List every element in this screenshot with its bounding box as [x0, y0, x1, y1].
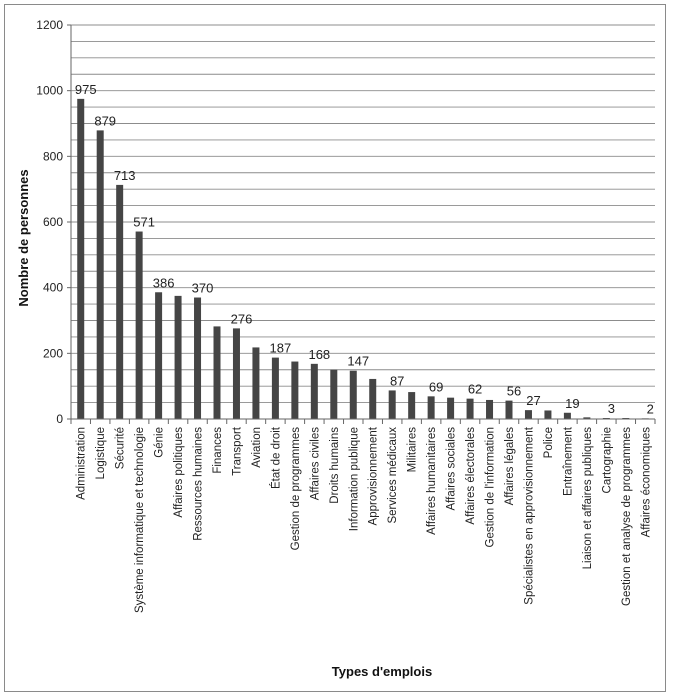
- bars: [77, 99, 649, 419]
- bar: [136, 232, 143, 419]
- data-label: 3: [607, 401, 615, 417]
- data-label: 69: [428, 379, 444, 395]
- data-label: 62: [467, 381, 483, 397]
- x-axis-title: Types d'emplois: [331, 664, 433, 679]
- bar: [350, 371, 357, 419]
- bar: [506, 401, 513, 419]
- bar: [116, 185, 123, 419]
- bar: [389, 390, 396, 419]
- x-tick-label: Entraînement: [562, 427, 575, 497]
- y-tick-label: 1200: [36, 18, 63, 32]
- x-tick-label: Services médicaux: [387, 427, 400, 524]
- bar: [311, 364, 318, 419]
- bar: [97, 130, 104, 419]
- data-label: 571: [133, 214, 155, 230]
- x-tick-label: Affaires civiles: [309, 427, 322, 501]
- bar: [447, 398, 454, 419]
- x-tick-label: Information publique: [348, 427, 361, 532]
- y-tick-label: 600: [42, 215, 63, 229]
- bar: [214, 326, 221, 419]
- data-label: 187: [269, 340, 292, 356]
- bar: [77, 99, 84, 419]
- bar: [564, 413, 571, 419]
- bar: [369, 379, 376, 419]
- x-tick-label: Administration: [75, 427, 88, 500]
- y-tick-label: 0: [56, 412, 63, 426]
- bar: [252, 347, 259, 419]
- x-tick-label: Finances: [212, 427, 224, 474]
- x-tick-label: Gestion et analyse de programmes: [620, 427, 633, 606]
- data-label: 276: [230, 311, 253, 327]
- data-label: 56: [506, 383, 522, 399]
- x-tick-label: État de droit: [270, 427, 283, 490]
- bar: [233, 328, 240, 419]
- data-label: 87: [389, 373, 405, 389]
- data-label: 168: [308, 346, 331, 362]
- bar: [272, 358, 279, 419]
- x-tick-label: Affaires légales: [504, 427, 516, 506]
- data-label: 370: [191, 280, 214, 296]
- y-tick-label: 400: [42, 280, 63, 295]
- bar: [486, 400, 493, 419]
- x-tick-label: Militaires: [406, 427, 419, 473]
- x-tick-label: Transport: [231, 427, 244, 476]
- x-tick-label: Système informatique et technologie: [134, 427, 147, 614]
- bar: [428, 396, 435, 419]
- x-tick-label: Gestion de programmes: [289, 427, 302, 551]
- x-tick-label: Affaires sociales: [445, 427, 458, 511]
- bar: [544, 410, 551, 419]
- bar: [330, 370, 337, 419]
- x-axis-ticks: [71, 419, 655, 613]
- y-tick-label: 1000: [36, 83, 63, 98]
- x-tick-label: Affaires politiques: [173, 427, 186, 518]
- bar: [155, 292, 162, 419]
- x-tick-label: Gestion de l'information: [484, 427, 497, 548]
- y-axis-ticks: [36, 18, 71, 426]
- bar: [194, 298, 201, 419]
- x-tick-label: Affaires électorales: [465, 427, 478, 525]
- x-tick-label: Droits humains: [328, 427, 341, 504]
- data-label: 147: [347, 353, 370, 369]
- y-tick-label: 200: [42, 346, 63, 361]
- x-tick-label: Spécialistes en approvisionnement: [523, 427, 536, 605]
- y-axis-title: Nombre de personnes: [16, 169, 31, 307]
- x-tick-label: Ressources humaines: [192, 427, 205, 541]
- x-tick-label: Génie: [153, 427, 166, 458]
- bar: [175, 296, 182, 419]
- data-label: 2: [646, 401, 654, 417]
- bar: [408, 392, 415, 419]
- x-tick-label: Sécurité: [114, 427, 127, 470]
- data-label: 879: [94, 113, 117, 129]
- bar: [467, 399, 474, 419]
- bar: [525, 410, 532, 419]
- y-tick-label: 800: [42, 149, 63, 164]
- x-tick-label: Cartographie: [601, 427, 614, 494]
- data-label: 713: [113, 167, 136, 183]
- x-tick-label: Liaison et affaires publiques: [581, 427, 594, 570]
- data-label: 19: [565, 395, 580, 411]
- x-tick-label: Affaires économiques: [640, 427, 653, 538]
- data-label: 975: [74, 81, 97, 97]
- x-tick-label: Police: [542, 427, 555, 459]
- x-tick-label: Logistique: [95, 427, 108, 480]
- data-label: 27: [526, 393, 541, 409]
- x-tick-label: Aviation: [250, 427, 263, 468]
- data-label: 386: [152, 275, 175, 291]
- x-tick-label: Approvisionnement: [367, 427, 380, 526]
- x-tick-label: Affaires humanitaires: [426, 427, 439, 535]
- bar: [291, 362, 298, 419]
